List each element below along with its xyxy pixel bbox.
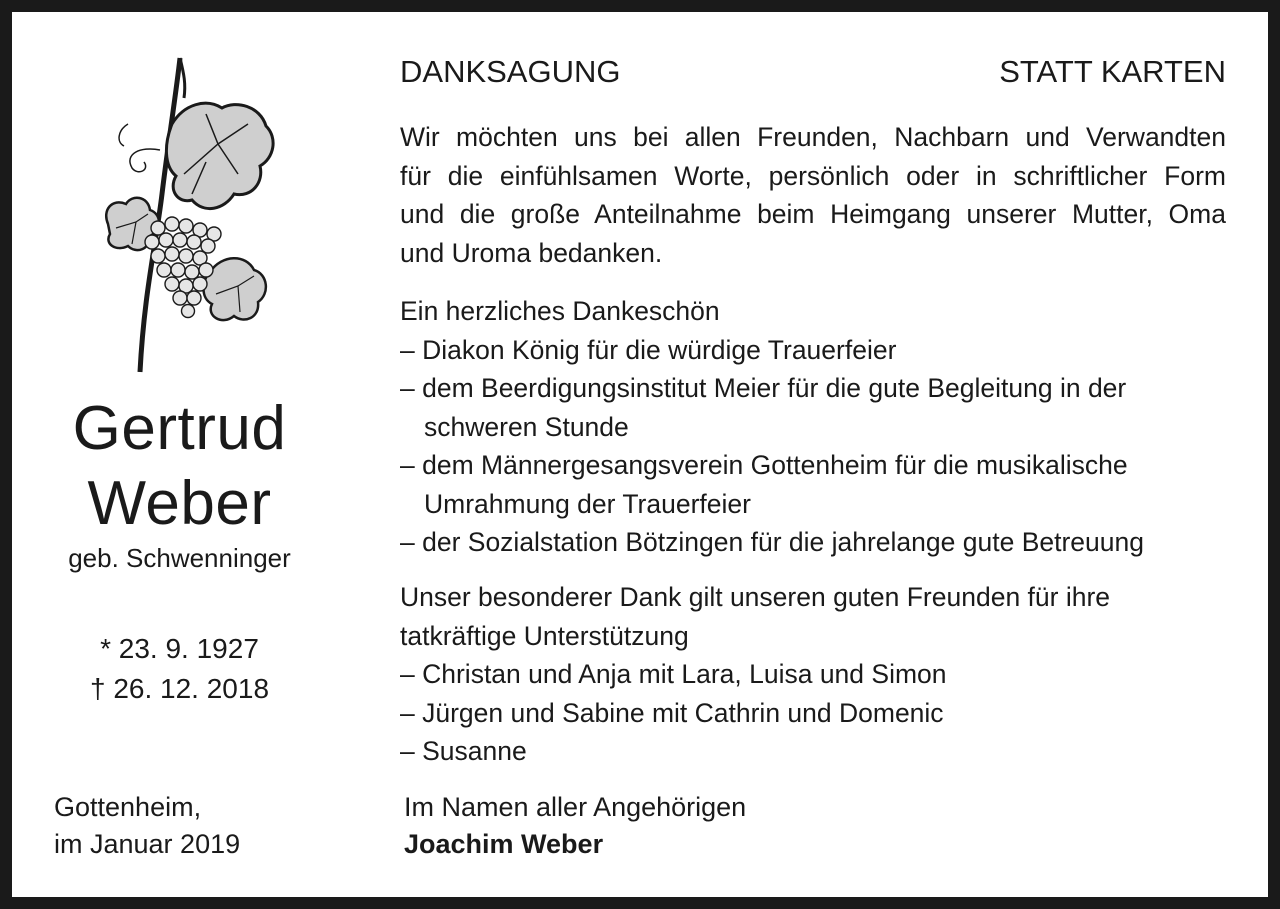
special-thanks-item: – Jürgen und Sabine mit Cathrin und Domenic — [400, 697, 944, 728]
deceased-first-name: Gertrud — [72, 394, 287, 463]
thanks-item: – Diakon König für die würdige Trauerfeier — [400, 334, 897, 365]
intro-line: und Uroma bedanken. — [400, 237, 663, 268]
intro-line: Wir möchten uns bei allen Freunden, Nachbarn und Verwandten — [400, 122, 1226, 152]
grapevine-illustration-icon — [88, 54, 278, 374]
signature-line: Im Namen aller Angehörigen — [404, 792, 747, 822]
place: Gottenheim, — [54, 792, 202, 822]
notice-title: DANKSAGUNG — [400, 54, 621, 89]
header-row — [400, 52, 1226, 92]
special-thanks-item: – Christan und Anja mit Lara, Luisa und Simon — [400, 659, 947, 689]
death-date: † 26. 12. 2018 — [89, 673, 270, 704]
signature-name: Joachim Weber — [404, 829, 604, 859]
thanks-section — [400, 292, 1226, 562]
notice-note: STATT KARTEN — [999, 54, 1226, 89]
birth-date: * 23. 9. 1927 — [100, 633, 259, 664]
intro-line: und die große Anteilnahme beim Heimgang unserer Mutter, Oma — [400, 199, 1226, 229]
thanks-heading: Ein herzliches Dankeschön — [400, 296, 720, 326]
obituary-card — [12, 12, 1268, 897]
left-column — [12, 12, 362, 897]
thanks-item: – der Sozialstation Bötzingen für die jahrelange gute Betreuung — [400, 527, 1144, 557]
thanks-item: – dem Männergesangsverein Gottenheim für die musikalische — [400, 450, 1128, 480]
special-thanks-section — [400, 578, 1226, 771]
deceased-last-name: Weber — [87, 469, 272, 538]
intro-line: für die einfühlsamen Worte, persönlich oder in schriftlicher Form — [400, 160, 1226, 191]
right-column — [400, 12, 1226, 897]
special-thanks-item: – Susanne — [400, 736, 527, 766]
intro-paragraph — [400, 118, 1226, 272]
special-thanks-line: tatkräftige Unterstützung — [400, 620, 689, 651]
thanks-item-continued: Umrahmung der Trauerfeier — [424, 488, 751, 519]
maiden-name: geb. Schwenninger — [68, 543, 291, 573]
thanks-item-continued: schweren Stunde — [424, 411, 629, 442]
thanks-item: – dem Beerdigungsinstitut Meier für die gute Begleitung in der — [400, 373, 1127, 403]
issue-date: im Januar 2019 — [54, 829, 241, 859]
special-thanks-line: Unser besonderer Dank gilt unseren guten Freunden für ihre — [400, 582, 1111, 612]
